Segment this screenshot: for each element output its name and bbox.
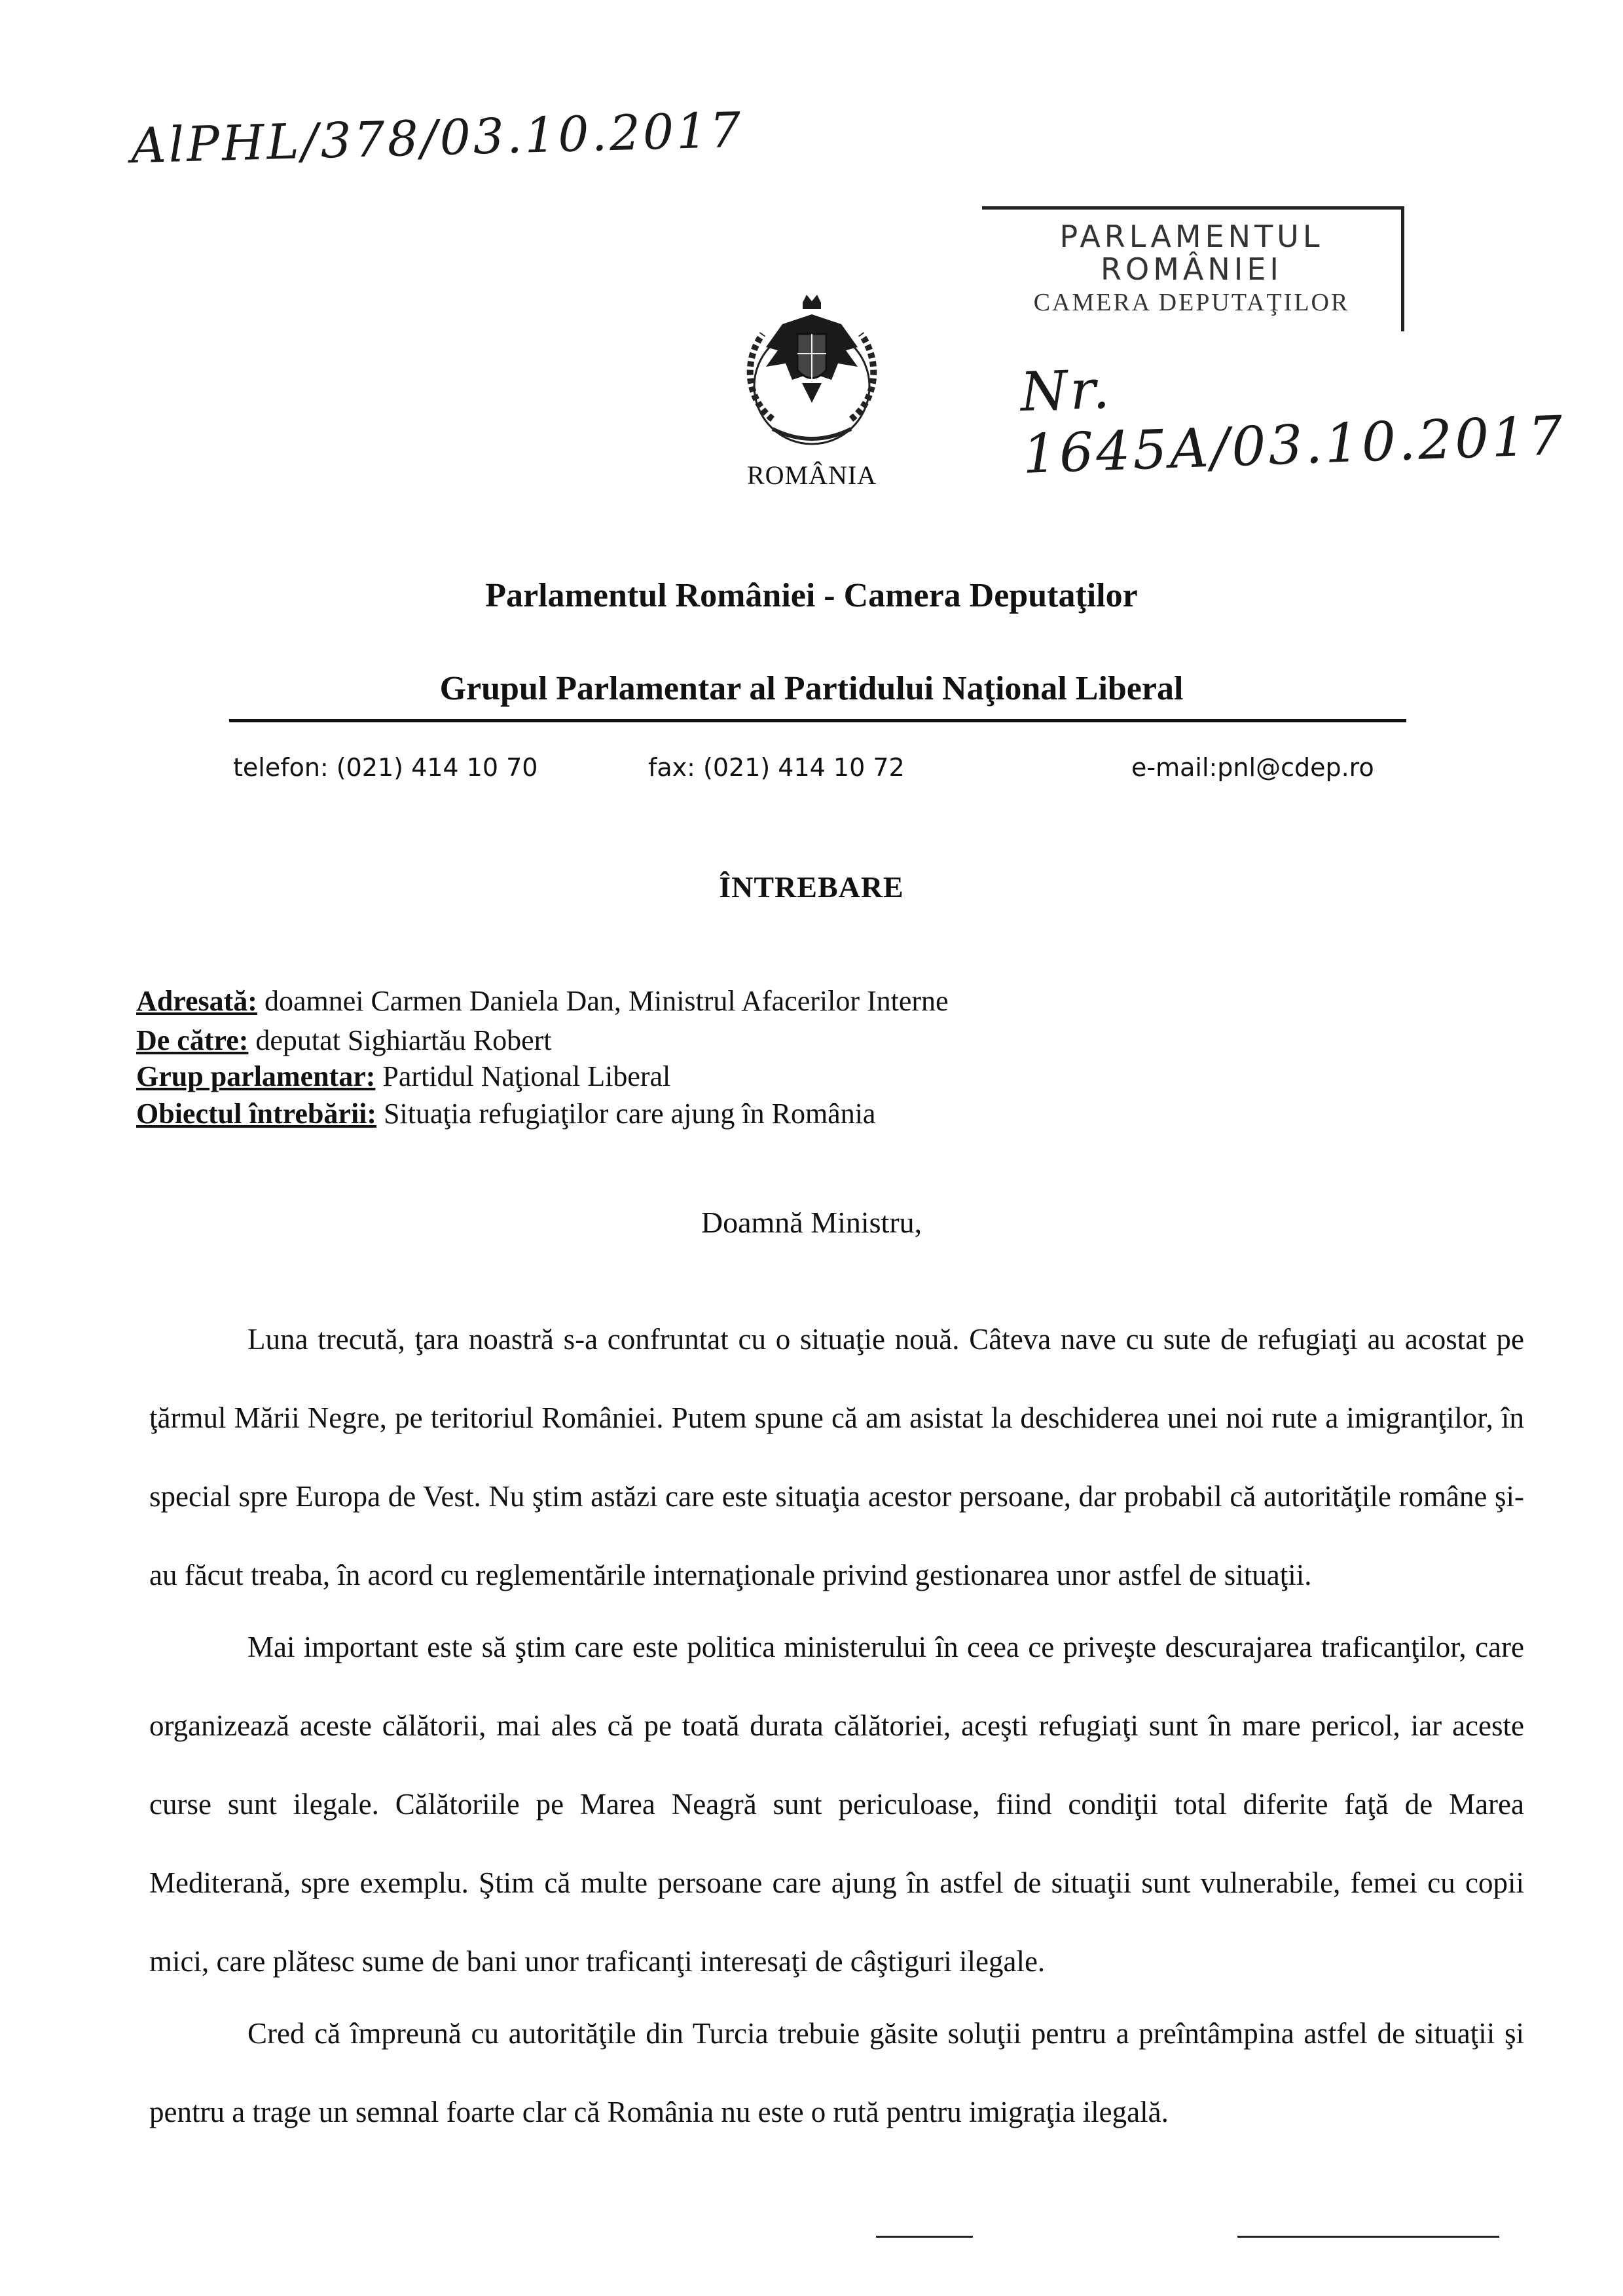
- document-body: [149, 1300, 1524, 2151]
- meta-value: doamnei Carmen Daniela Dan, Ministrul Afacerilor Interne: [257, 985, 949, 1017]
- letterhead-divider: [229, 719, 1406, 722]
- stamp-line-1: PARLAMENTUL: [1059, 219, 1324, 254]
- greeting: Doamnă Ministru,: [701, 1206, 922, 1239]
- footer-rule: [1237, 2236, 1499, 2238]
- meta-label: Obiectul întrebării:: [136, 1098, 377, 1130]
- coat-of-arms-caption: ROMÂNIA: [746, 460, 877, 490]
- meta-label: Adresată:: [136, 985, 257, 1017]
- footer-rule: [876, 2236, 973, 2238]
- contact-phone: telefon: (021) 414 10 70: [233, 753, 538, 782]
- body-paragraph: Cred că împreună cu autorităţile din Turcia trebuie găsite soluţii pentru a preîntâmpina astfel de situaţii şi pentru a trage un semnal foarte clar că România nu este o rută pentru imigraţia ilegală.: [149, 2017, 1524, 2128]
- letterhead-title: Parlamentul României - Camera Deputaţilor: [485, 577, 1138, 614]
- contact-fax: fax: (021) 414 10 72: [648, 753, 905, 782]
- meta-label: Grup parlamentar:: [136, 1060, 376, 1092]
- handwritten-registration: AlPHL/378/03.10.2017: [130, 102, 744, 175]
- stamp-line-3: CAMERA DEPUTAŢILOR: [1033, 289, 1350, 316]
- letterhead-subtitle: Grupul Parlamentar al Partidului Naţional Liberal: [439, 670, 1184, 707]
- meta-value: deputat Sighiartău Robert: [248, 1024, 552, 1056]
- stamp-line-2: ROMÂNIEI: [1101, 251, 1283, 287]
- meta-label: De către:: [136, 1024, 249, 1056]
- contact-email: e-mail:pnl@cdep.ro: [1131, 753, 1374, 782]
- registration-stamp: [982, 206, 1404, 331]
- handwritten-registration-number: Nr. 1645A/03.10.2017: [1019, 358, 1567, 486]
- meta-subject: [136, 1097, 875, 1130]
- body-paragraph: Luna trecută, ţara noastră s-a confruntat cu o situaţie nouă. Câteva nave cu sute de refugiaţi au acostat pe ţărmul Mării Negre, pe teritoriul României. Putem spune că am asistat la deschiderea unei noi rute a imigranţilor, în special spre Europa de Vest. Nu ştim astăzi care este situaţia acestor persoane, dar probabil că autorităţile române şi-au făcut treaba, în acord cu reglementările internaţionale privind gestionarea unor astfel de situaţii.: [149, 1323, 1524, 1591]
- document-heading: ÎNTREBARE: [719, 870, 904, 904]
- meta-value: Partidul Naţional Liberal: [375, 1060, 671, 1092]
- meta-author: [136, 1024, 552, 1057]
- coat-of-arms-icon: [727, 288, 897, 458]
- meta-group: [136, 1060, 670, 1093]
- body-paragraph: Mai important este să ştim care este politica ministerului în ceea ce priveşte descurajarea traficanţilor, care organizează aceste călătorii, mai ales că pe toată durata călătoriei, aceşti refugiaţi sunt în mare pericol, iar aceste curse sunt ilegale. Călătoriile pe Marea Neagră sunt periculoase, fiind condiţii total diferite faţă de Marea Mediterană, spre exemplu. Ştim că multe persoane care ajung în astfel de situaţii sunt vulnerabile, femei cu copii mici, care plătesc sume de bani unor traficanţi interesaţi de câştiguri ilegale.: [149, 1631, 1524, 1978]
- meta-value: Situaţia refugiaţilor care ajung în România: [376, 1098, 876, 1130]
- meta-addressee: [136, 984, 949, 1018]
